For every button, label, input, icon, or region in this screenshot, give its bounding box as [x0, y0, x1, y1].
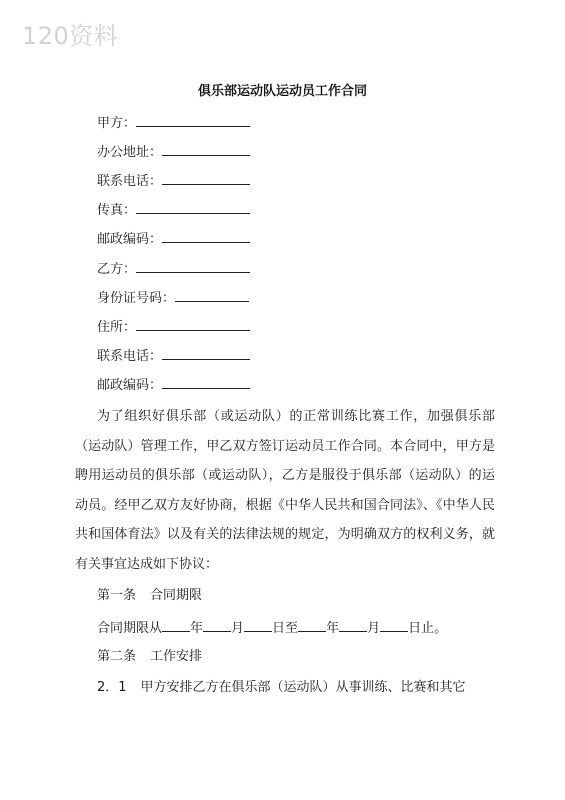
- blank-line: [244, 618, 272, 632]
- blank-line: [162, 170, 250, 185]
- article-title: 合同期限: [150, 588, 203, 603]
- term-prefix: 合同期限从: [97, 621, 163, 636]
- blank-line: [136, 258, 250, 273]
- blank-line: [136, 199, 250, 214]
- phone-field-a: [97, 170, 250, 191]
- term-day-to-label: 日至: [272, 621, 299, 636]
- blank-line: [175, 287, 249, 302]
- blank-line: [162, 228, 250, 243]
- blank-line: [162, 141, 250, 156]
- term-month-label: 月: [367, 621, 381, 636]
- clause-2-1: [97, 679, 466, 697]
- fax-field: [97, 199, 250, 220]
- blank-line: [380, 618, 408, 632]
- intro-paragraph: 为了组织好俱乐部（或运动队）的正常训练比赛工作，加强俱乐部（运动队）管理工作，甲乙双方签订运动员工作合同。本合同中，甲方是聘用运动员的俱乐部（或运动队），乙方是服役于俱乐部（运动队）的运动员。经甲乙双方友好协商，根据《中华人民共和国合同法》、《中华人民共和国体育法》以及有关的法律法规的规定，为明确双方的权利义务，就有关事宜达成如下协议：: [75, 409, 495, 572]
- document-title: 俱乐部运动队运动员工作合同: [197, 84, 367, 99]
- id-number-field: [97, 287, 249, 308]
- term-year-label: 年: [326, 621, 340, 636]
- field-label: 联系电话：: [97, 349, 163, 364]
- blank-line: [136, 316, 250, 331]
- term-year-label: 年: [190, 621, 204, 636]
- blank-line: [136, 112, 250, 127]
- blank-line: [203, 618, 231, 632]
- blank-line: [162, 618, 190, 632]
- field-label: 住所：: [97, 320, 137, 335]
- blank-line: [298, 618, 326, 632]
- party-a-field: [97, 112, 250, 133]
- article-2-heading: [97, 648, 202, 666]
- residence-field: [97, 316, 250, 337]
- field-label: 传真：: [97, 203, 137, 218]
- field-label: 甲方：: [97, 116, 137, 131]
- article-number: 第二条: [97, 649, 137, 664]
- term-month-label: 月: [231, 621, 245, 636]
- phone-field-b: [97, 345, 250, 366]
- clause-number: 2．1: [97, 680, 127, 695]
- term-end-label: 日止。: [408, 621, 448, 636]
- clause-text: 甲方安排乙方在俱乐部（运动队）从事训练、比赛和其它: [140, 680, 466, 695]
- field-label: 身份证号码：: [97, 291, 176, 306]
- blank-line: [339, 618, 367, 632]
- postcode-field-a: [97, 228, 250, 249]
- field-label: 联系电话：: [97, 174, 163, 189]
- field-label: 邮政编码：: [97, 232, 163, 247]
- article-number: 第一条: [97, 588, 137, 603]
- field-label: 邮政编码：: [97, 378, 163, 393]
- field-label: 乙方：: [97, 262, 137, 277]
- contract-term-line: [97, 618, 447, 638]
- watermark: 120资料: [22, 22, 119, 50]
- blank-line: [162, 374, 250, 389]
- blank-line: [162, 345, 250, 360]
- field-label: 办公地址：: [97, 145, 163, 160]
- office-address-field: [97, 141, 250, 162]
- postcode-field-b: [97, 374, 250, 395]
- article-1-heading: [97, 587, 202, 605]
- article-title: 工作安排: [150, 649, 203, 664]
- party-b-field: [97, 258, 250, 279]
